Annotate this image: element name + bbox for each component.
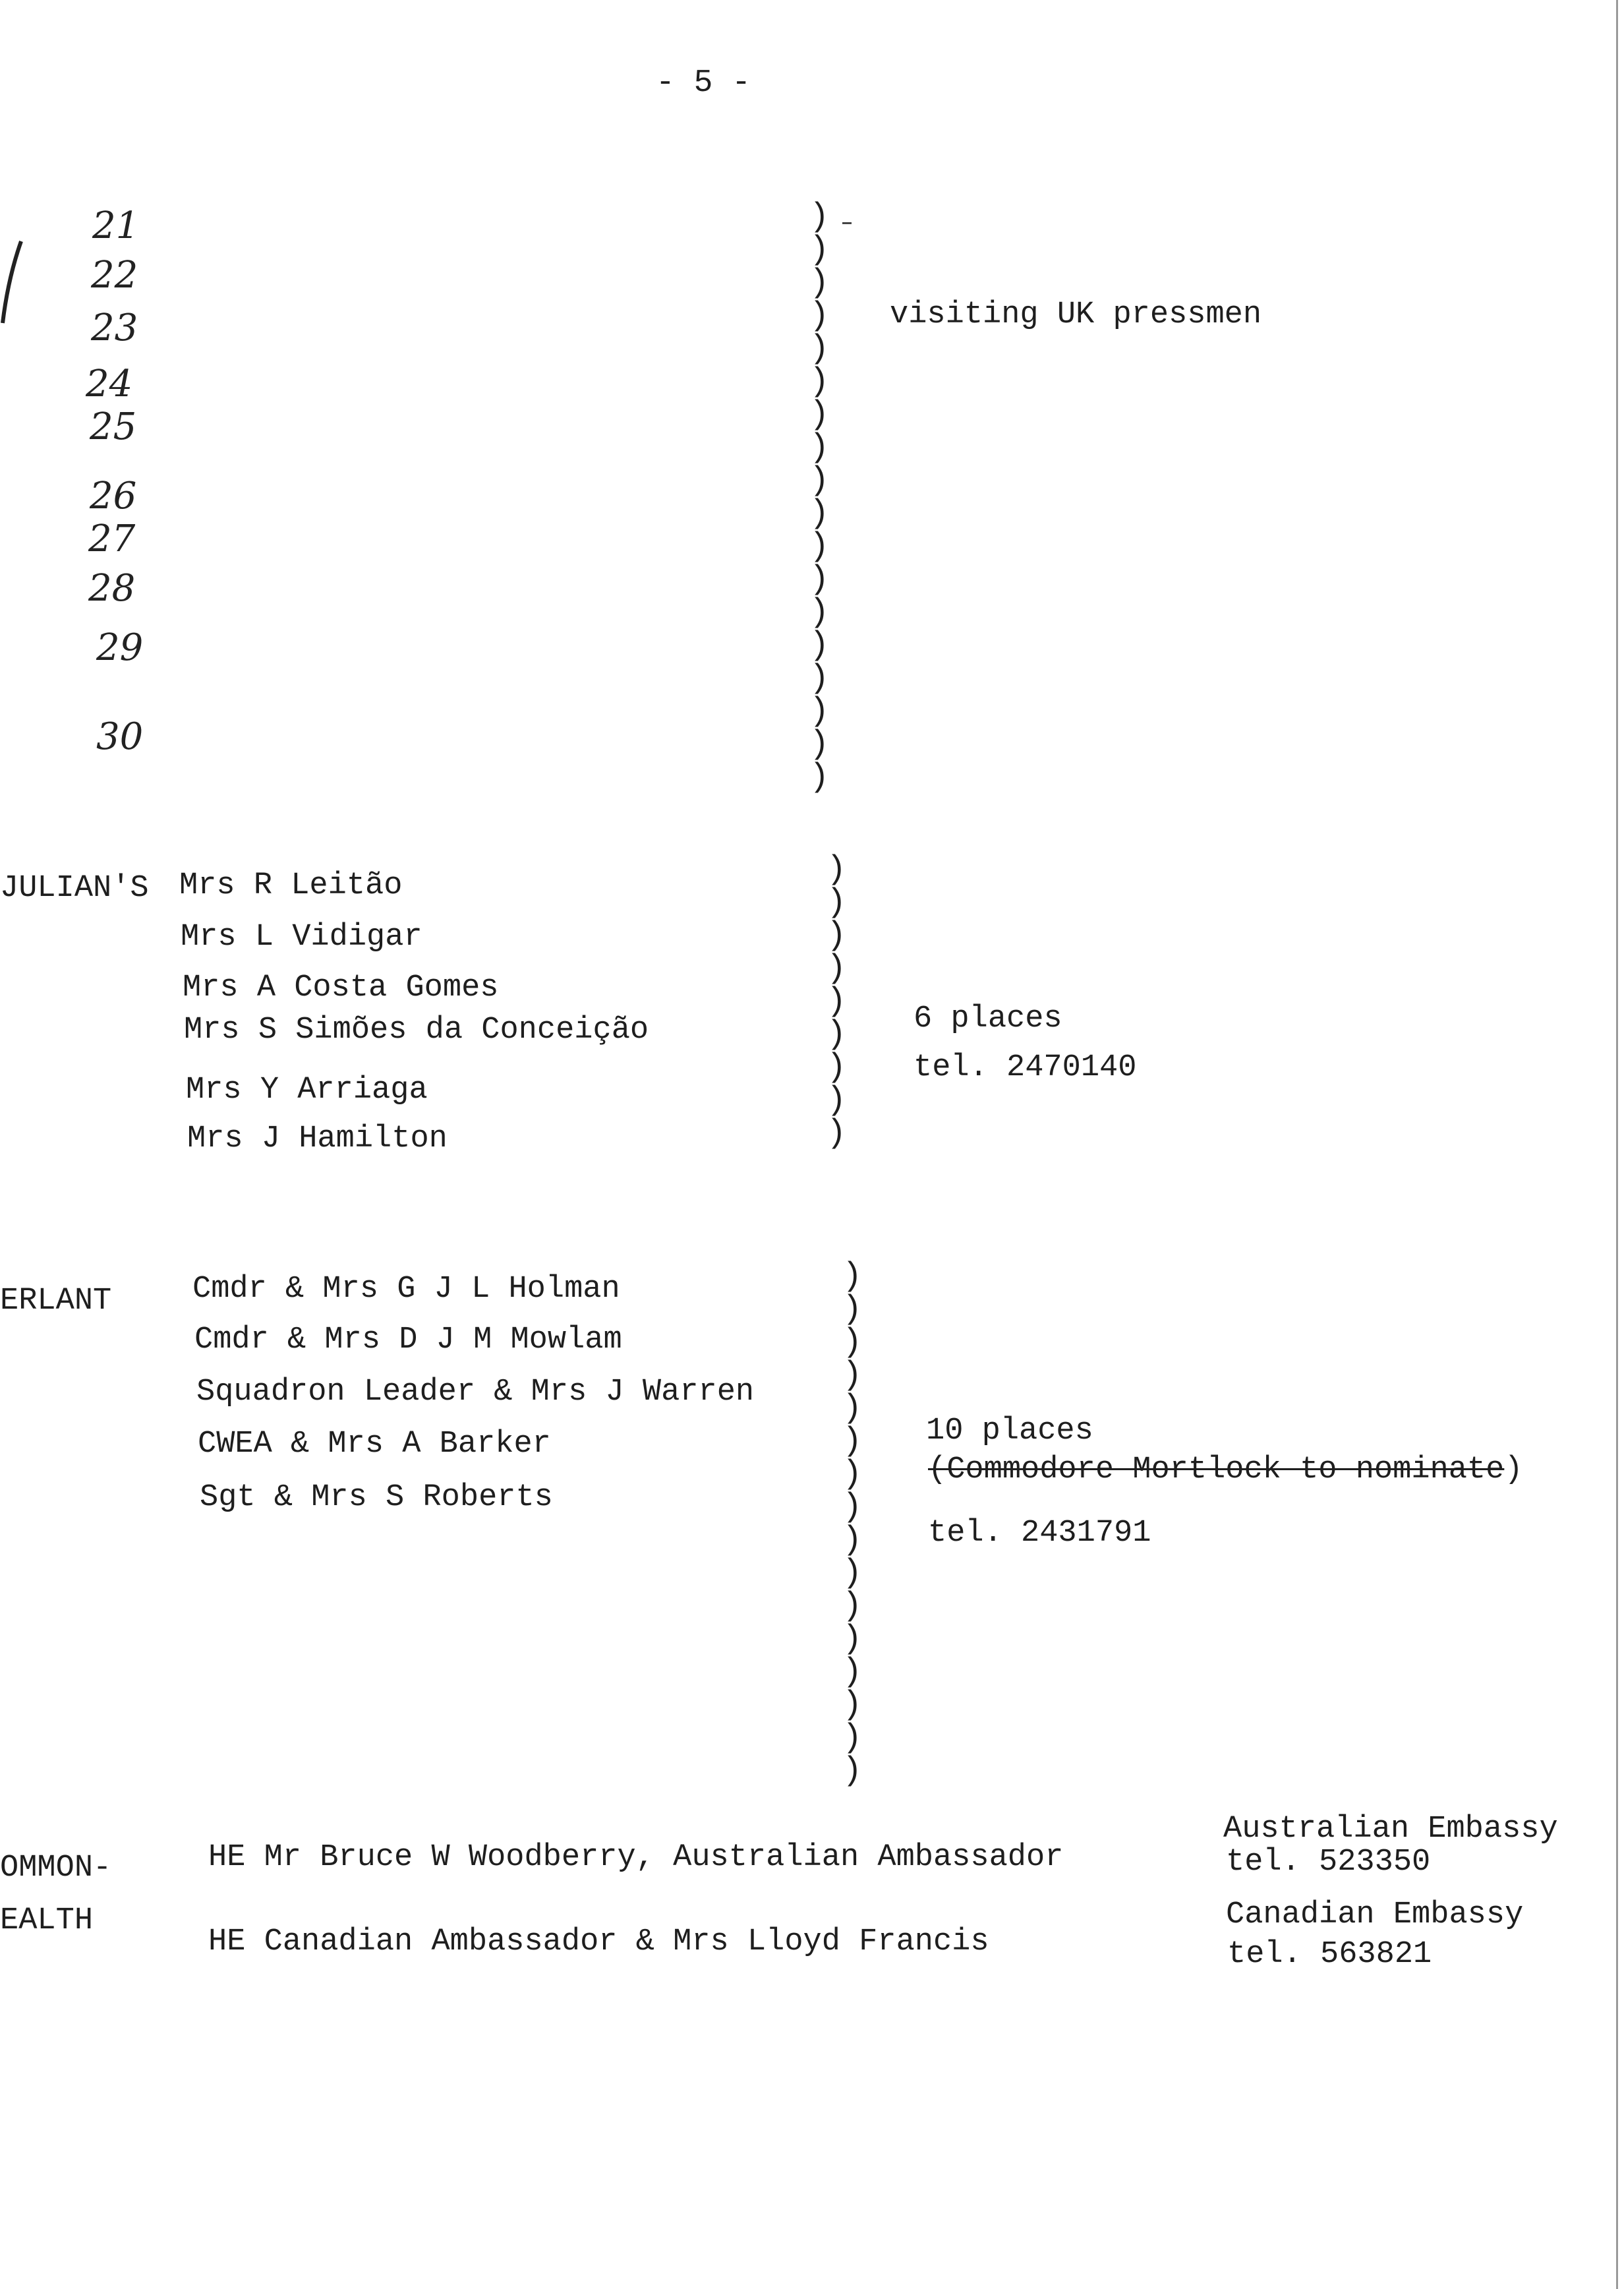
section-label-iberlant: ERLANT	[0, 1284, 112, 1319]
handwritten-number: 28	[88, 567, 136, 610]
struck-close: )	[1504, 1452, 1523, 1487]
guest-name: Cmdr & Mrs G J L Holman	[192, 1272, 620, 1307]
section-label-st-julians: JULIAN'S	[0, 871, 149, 906]
embassy-tel-canada: tel. 563821	[1227, 1937, 1432, 1972]
guest-name: Squadron Leader & Mrs J Warren	[196, 1375, 755, 1410]
section-label-commonwealth-1: OMMON-	[0, 1851, 112, 1886]
iberlant-struck-note	[928, 1452, 1523, 1489]
handwritten-number: 26	[90, 475, 137, 518]
page-edge-line	[1616, 0, 1618, 2289]
pressmen-note: visiting UK pressmen	[890, 297, 1262, 332]
page-number: - 5 -	[656, 65, 751, 101]
handwritten-number: 29	[96, 626, 144, 669]
section-label-commonwealth-2: EALTH	[0, 1903, 94, 1938]
handwritten-number: 24	[86, 363, 133, 405]
embassy-org-canada: Canadian Embassy	[1226, 1897, 1524, 1932]
dash-mark	[842, 222, 852, 224]
guest-name: Mrs R Leitão	[179, 868, 403, 903]
guest-name: Mrs J Hamilton	[187, 1121, 448, 1156]
guest-name: Cmdr & Mrs D J M Mowlam	[194, 1323, 622, 1357]
handwritten-number: 22	[91, 254, 138, 297]
handwritten-number: 25	[90, 405, 137, 448]
iberlant-places: 10 places	[926, 1413, 1093, 1448]
commonwealth-name-canada: HE Canadian Ambassador & Mrs Lloyd Francis	[208, 1924, 989, 1959]
guest-name: Mrs Y Arriaga	[186, 1073, 428, 1108]
margin-pen-stroke	[0, 237, 26, 330]
handwritten-number: 30	[96, 715, 144, 758]
struck-text: (Commodore Mortlock to nominate	[928, 1452, 1505, 1487]
embassy-org-australia: Australian Embassy	[1223, 1812, 1558, 1847]
guest-name: Mrs L Vidigar	[181, 920, 422, 955]
bracket-column-pressmen: ) ) ) ) ) ) ) ) ) ) ) ) ) ) ) ) ) )	[809, 198, 830, 796]
handwritten-number: 21	[92, 204, 140, 247]
commonwealth-name-australia: HE Mr Bruce W Woodberry, Australian Ambassador	[208, 1840, 1064, 1875]
handwritten-number: 27	[88, 518, 136, 560]
bracket-column-st-julians: ) ) ) ) ) ) ) ) )	[826, 851, 847, 1152]
bracket-column-iberlant: ) ) ) ) ) ) ) ) ) ) ) ) ) ) ) )	[842, 1258, 863, 1790]
iberlant-tel: tel. 2431791	[928, 1516, 1151, 1551]
guest-name: Sgt & Mrs S Roberts	[200, 1480, 553, 1515]
guest-name: Mrs S Simões da Conceição	[184, 1013, 649, 1048]
st-julians-tel: tel. 2470140	[914, 1050, 1137, 1085]
handwritten-number: 23	[91, 307, 138, 349]
embassy-tel-australia: tel. 523350	[1226, 1845, 1431, 1880]
guest-name: CWEA & Mrs A Barker	[198, 1427, 551, 1462]
st-julians-places: 6 places	[914, 1001, 1062, 1036]
guest-name: Mrs A Costa Gomes	[183, 970, 499, 1005]
